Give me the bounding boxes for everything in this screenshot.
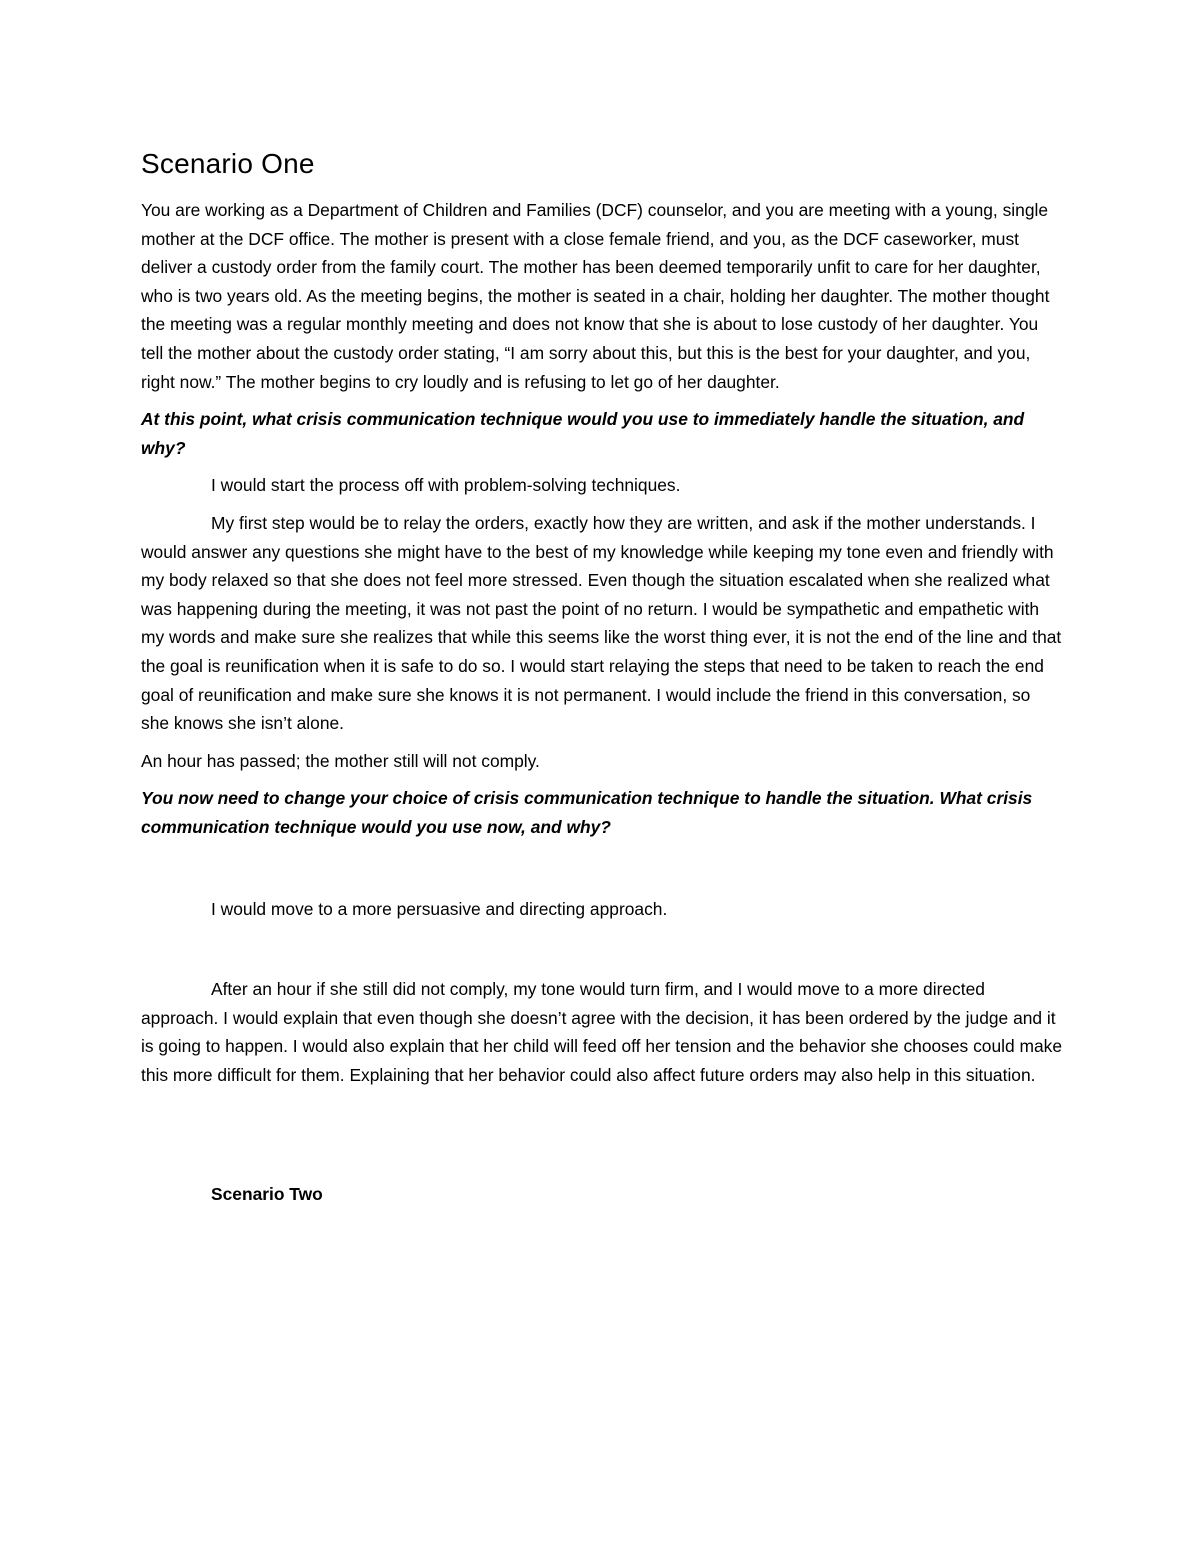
answer-two-lead: I would move to a more persuasive and directing approach. xyxy=(211,899,668,920)
answer-one-body: My first step would be to relay the orders, exactly how they are written, and ask if the mother understands. I would answer any questions she might have to the best of my knowledge while keeping my tone even and friendly with my body relaxed so that she does not feel more stressed. Even though the situation escalated when she realized what was happening during the meeting, it was not past the point of no return. I would be sympathetic and empathetic with my words and make sure she realizes that while this seems like the worst thing ever, it is not the end of the line and that the goal is reunification when it is safe to do so. I would start relaying the steps that need to be taken to reach the end goal of reunification and make sure she knows it is not permanent. I would include the friend in this conversation, so she knows she isn’t alone. xyxy=(141,512,1062,734)
question-two: You now need to change your choice of crisis communication technique to handle the situation. What crisis communication technique would you use now, and why? xyxy=(141,788,1033,837)
blank-line xyxy=(141,933,1063,975)
answer-two-body: After an hour if she still did not comply, my tone would turn firm, and I would move to a more directed approach. I would explain that even though she doesn’t agree with the decision, it has been ordered by the judge and it is going to happen. I would also explain that her child will feed off her tension and the behavior she chooses could make this more difficult for them. Explaining that her behavior could also affect future orders may also help in this situation. xyxy=(141,979,1063,1085)
blank-line xyxy=(141,850,1063,895)
document-title: Scenario One xyxy=(141,148,315,179)
situation-update: An hour has passed; the mother still will not comply. xyxy=(141,750,540,771)
scenario-intro-paragraph: You are working as a Department of Children and Families (DCF) counselor, and you are meeting with a young, single mother at the DCF office. The mother is present with a close female friend, and you, as the DCF caseworker, must deliver a custody order from the family court. The mother has been deemed temporarily unfit to care for her daughter, who is two years old. As the meeting begins, the mother is seated in a chair, holding her daughter. The mother thought the meeting was a regular monthly meeting and does not know that she is about to lose custody of her daughter. You tell the mother about the custody order stating, “I am sorry about this, but this is the best for your daughter, and you, right now.” The mother begins to cry loudly and is refusing to let go of her daughter. xyxy=(141,200,1050,392)
blank-line xyxy=(141,1098,1063,1180)
question-one: At this point, what crisis communication technique would you use to immediately handle the situation, and why? xyxy=(141,409,1025,458)
document-content xyxy=(141,144,1063,1209)
answer-one-lead: I would start the process off with problem-solving techniques. xyxy=(211,475,681,496)
next-scenario-heading: Scenario Two xyxy=(211,1184,323,1205)
